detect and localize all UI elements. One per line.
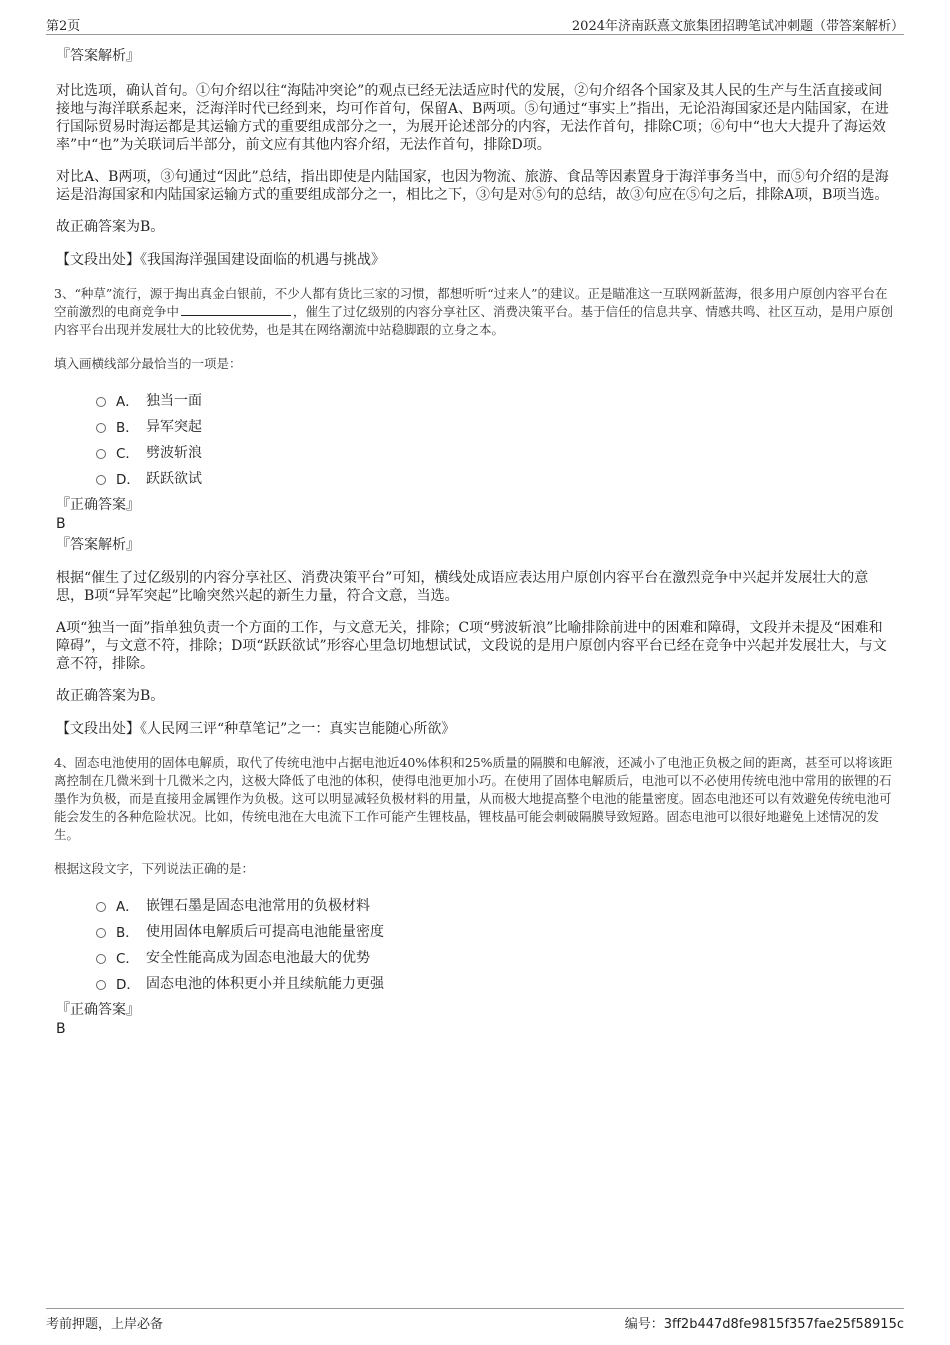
option-d[interactable]	[96, 970, 896, 996]
option-a[interactable]	[96, 892, 896, 918]
document-code	[625, 1313, 904, 1332]
option-text: 劈波斩浪	[146, 445, 202, 461]
correct-answer-label: 『正确答案』	[56, 497, 140, 513]
option-b[interactable]	[96, 918, 896, 944]
option-text: 固态电池的体积更小并且续航能力更强	[146, 976, 384, 992]
fill-blank	[181, 303, 291, 316]
analysis-label: 『答案解析』	[56, 537, 140, 553]
option-text: 安全性能高成为固态电池最大的优势	[146, 950, 370, 966]
radio-button[interactable]	[96, 928, 106, 938]
option-letter: B．	[116, 420, 139, 436]
option-letter: A．	[116, 394, 139, 410]
passage-source: 【文段出处】《人民网三评“种草笔记”之一：真实岂能随心所欲》	[56, 721, 456, 737]
option-b[interactable]	[96, 413, 896, 439]
option-a[interactable]	[96, 387, 896, 413]
correct-answer-label: 『正确答案』	[56, 1002, 140, 1018]
option-letter: D．	[116, 472, 140, 488]
question-3-text	[54, 285, 896, 339]
correct-answer: B	[56, 516, 66, 532]
option-text: 跃跃欲试	[146, 471, 202, 487]
radio-button[interactable]	[96, 423, 106, 433]
radio-button[interactable]	[96, 449, 106, 459]
analysis-paragraph: 对比选项，确认首句。①句介绍以往“海陆冲突论”的观点已经无法适应时代的发展，②句介绍各个国家及其人民的生产与生活直接或间接地与海洋联系起来，泛海洋时代已经到来，均可作首句，保留A、B两项。⑤句通过“事实上”指出，无论沿海国家还是内陆国家，在进行国际贸易时海运都是其运输方式的重要组成部分之一，为展开论述部分的内容，无法作首句，排除C项；⑥句中“也大大提升了海运效率”中“也”为关联词后半部分，前文应有其他内容介绍，无法作首句，排除D项。	[56, 83, 889, 153]
code-value: 3ff2b447d8fe9815f357fae25f58915c	[663, 1317, 904, 1332]
page-number: 第2页	[46, 19, 81, 34]
option-letter: D．	[116, 977, 140, 993]
footer-slogan: 考前押题，上岸必备	[46, 1317, 164, 1332]
passage-source: 【文段出处】《我国海洋强国建设面临的机遇与挑战》	[56, 252, 385, 268]
option-d[interactable]	[96, 465, 896, 491]
code-label: 编号：	[624, 1317, 664, 1332]
question-prompt: 填入画横线部分最恰当的一项是：	[54, 356, 242, 371]
option-letter: B．	[116, 925, 139, 941]
radio-button[interactable]	[96, 475, 106, 485]
radio-button[interactable]	[96, 954, 106, 964]
analysis-conclusion: 故正确答案为B。	[56, 688, 165, 704]
option-letter: C．	[116, 951, 139, 967]
question-4-options	[96, 892, 896, 996]
analysis-paragraph: 对比A、B两项，③句通过“因此”总结，指出即使是内陆国家，也因为物流、旅游、食品等因素置身于海洋事务当中，而⑤句介绍的是海运是沿海国家和内陆国家运输方式的重要组成部分之一，相比之下，③句是对⑤句的总结，故③句应在⑤句之后，排除A项，B项当选。	[56, 169, 889, 203]
option-c[interactable]	[96, 944, 896, 970]
option-text: 异军突起	[146, 419, 202, 435]
option-letter: A．	[116, 899, 139, 915]
question-prompt: 根据这段文字，下列说法正确的是：	[54, 861, 255, 876]
question-text-part: 3、“种草”流行，源于掏出真金白银前，不少人都有货比三家的习惯，都想听听“过来人”的建议。正是瞄准这一互联网新蓝海，很多用户原创内容平台在空前激烈的电商竞争中	[54, 286, 888, 319]
radio-button[interactable]	[96, 902, 106, 912]
page-content	[56, 44, 896, 1038]
question-4-text: 4、固态电池使用的固体电解质，取代了传统电池中占据电池近40%体积和25%质量的隔膜和电解液，还减小了电池正负极之间的距离，甚至可以将该距离控制在几微米到十几微米之内，这极大降低了电池的体积，使得电池更加小巧。在使用了固体电解质后，电池可以不必使用传统电池中常用的嵌锂的石墨作为负极，而是直接用金属锂作为负极。这可以明显减轻负极材料的用量，从而极大地提高整个电池的能量密度。固态电池还可以有效避免传统电池可能会发生的各种危险状况。比如，传统电池在大电流下工作可能产生锂枝晶，锂枝晶可能会刺破隔膜导致短路。固态电池可以很好地避免上述情况的发生。	[54, 755, 893, 842]
radio-button[interactable]	[96, 980, 106, 990]
option-text: 独当一面	[146, 393, 202, 409]
radio-button[interactable]	[96, 397, 106, 407]
page-footer	[46, 1308, 904, 1332]
document-title: 2024年济南跃熹文旅集团招聘笔试冲刺题（带答案解析）	[571, 19, 904, 34]
page-header	[46, 14, 904, 35]
analysis-paragraph: A项“独当一面”指单独负责一个方面的工作，与文意无关，排除；C项“劈波斩浪”比喻排除前进中的困难和障碍，文段并未提及“困难和障碍”，与文意不符，排除；D项“跃跃欲试”形容心里急切地想试试，文段说的是用户原创内容平台已经在竞争中兴起并发展壮大，与文意不符，排除。	[56, 620, 887, 672]
question-text-part: ，催生了过亿级别的内容分享社区、消费决策平台。基于信任的信息共享、情感共鸣、社区互动，是用户原创内容平台出现并发展壮大的比较优势，也是其在网络潮流中站稳脚跟的立身之本。	[54, 304, 894, 337]
option-c[interactable]	[96, 439, 896, 465]
option-text: 使用固体电解质后可提高电池能量密度	[146, 924, 384, 940]
question-3-options	[96, 387, 896, 491]
option-text: 嵌锂石墨是固态电池常用的负极材料	[146, 898, 370, 914]
analysis-label: 『答案解析』	[56, 48, 140, 64]
analysis-paragraph: 根据“催生了过亿级别的内容分享社区、消费决策平台”可知，横线处成语应表达用户原创内容平台在激烈竞争中兴起并发展壮大的意思，B项“异军突起”比喻突然兴起的新生力量，符合文意，当选。	[56, 570, 869, 604]
option-letter: C．	[116, 446, 139, 462]
analysis-conclusion: 故正确答案为B。	[56, 219, 165, 235]
correct-answer: B	[56, 1021, 66, 1037]
